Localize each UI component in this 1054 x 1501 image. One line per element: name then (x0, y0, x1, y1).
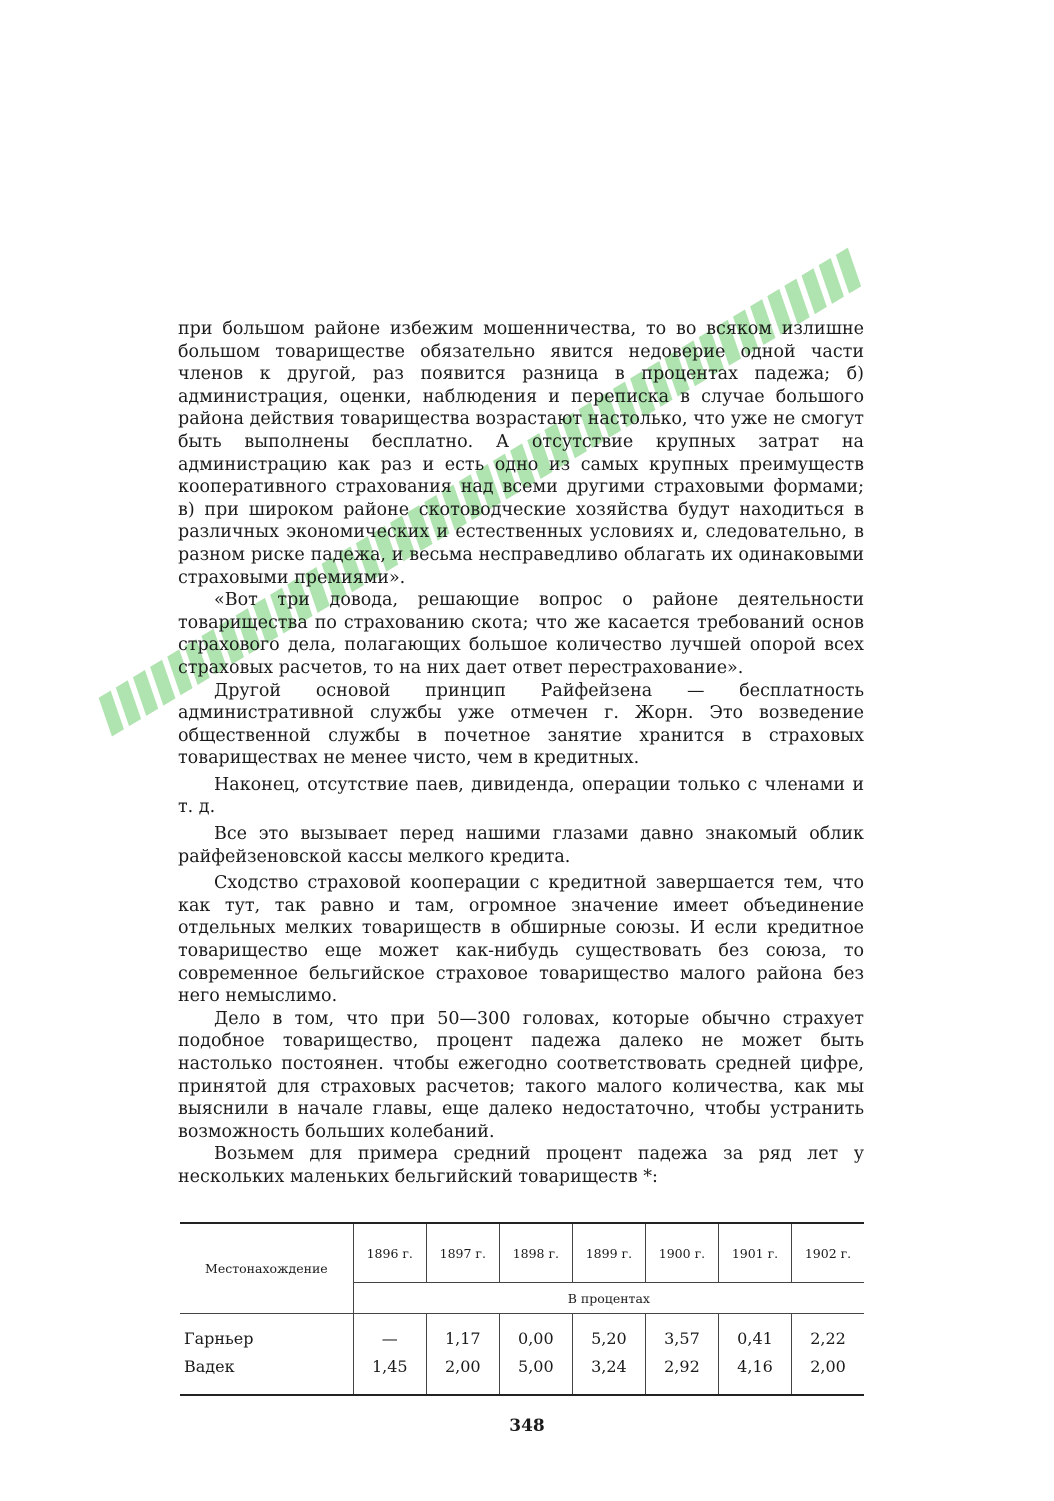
table-cell: 3,24 (572, 1352, 645, 1395)
paragraph: Наконец, отсутствие паев, дивиденда, операции только с членами и т. д. (178, 774, 864, 818)
table-row (180, 1352, 864, 1395)
table-cell: 2,00 (792, 1352, 864, 1395)
year-header: 1899 г. (572, 1223, 645, 1283)
table-cell: 2,00 (426, 1352, 499, 1395)
table-cell: 5,20 (572, 1314, 645, 1353)
table-cell: 1,17 (426, 1314, 499, 1353)
year-header: 1902 г. (792, 1223, 864, 1283)
page-number: 348 (509, 1416, 545, 1436)
paragraph: при большом районе избежим мошенничества, то во всяком излишне большом товариществе обязательно явится недоверие одной части членов к другой, раз появится разница в процентах падежа; б) администрация, оценки, наблюдения и переписка в случае большого района действия товарищества возрастают настолько, что уже не смогут быть выполнены бесплатно. А отсутствие крупных затрат на администрацию как раз и есть одно из самых крупных преимуществ кооперативного страхования над всеми другими страховыми формами; в) при широком районе скотоводческие хозяйства будут находиться в различных экономических и естественных условиях и, следовательно, в разном риске падежа, и весьма несправедливо облагать их одинаковыми страховыми премиями». (178, 319, 864, 588)
year-header: 1897 г. (426, 1223, 499, 1283)
mortality-table (180, 1222, 864, 1396)
row-name: Вадек (180, 1352, 353, 1395)
unit-label: В процентах (353, 1283, 864, 1314)
table-cell: 4,16 (718, 1352, 791, 1395)
table-cell: 2,92 (645, 1352, 718, 1395)
paragraph: Другой основой принцип Райфейзена — бесплатность административной службы уже отмечен г. Жорн. Это возведение общественной службы в почетное занятие хранится в страховых товариществах не менее чисто, чем в кредитных. (178, 680, 864, 769)
table-cell: 5,00 (499, 1352, 572, 1395)
table-cell: 0,41 (718, 1314, 791, 1353)
paragraph: Сходство страховой кооперации с кредитной завершается тем, что как тут, так равно и там, огромное значение имеет объединение отдельных мелких товариществ в обширные союзы. И если кредитное товарищество еще может как-нибудь существовать без союза, то современное бельгийское страховое товарищество малого района без него немыслимо. (178, 873, 864, 1007)
body-text (178, 318, 864, 1189)
paragraph: «Вот три довода, решающие вопрос о районе деятельности товарищества по страхованию скота; что же касается требований основ страхового дела, полагающих большое количество лучшей опорой всех страховых расчетов, то на них дает ответ перестрахование». (178, 590, 864, 678)
table-cell: — (353, 1314, 426, 1353)
year-header: 1900 г. (645, 1223, 718, 1283)
year-header: 1898 г. (499, 1223, 572, 1283)
table-cell: 0,00 (499, 1314, 572, 1353)
table-cell: 2,22 (792, 1314, 864, 1353)
year-header: 1901 г. (718, 1223, 791, 1283)
location-header: Местонахождение (180, 1223, 353, 1314)
paragraph: Дело в том, что при 50—300 головах, которые обычно страхует подобное товарищество, процент падежа далеко не может быть настолько постоянен. чтобы ежегодно соответствовать средней цифре, принятой для страховых расчетов; такого малого количества, как мы выяснили в начале главы, еще далеко недостаточно, чтобы устранить возможность больших колебаний. (178, 1008, 864, 1142)
table-row (180, 1314, 864, 1353)
table-cell: 1,45 (353, 1352, 426, 1395)
table-cell: 3,57 (645, 1314, 718, 1353)
year-header: 1896 г. (353, 1223, 426, 1283)
paragraph: Возьмем для примера средний процент падежа за ряд лет у нескольких маленьких бельгийский товариществ *: (178, 1144, 864, 1187)
paragraph: Все это вызывает перед нашими глазами давно знакомый облик райфейзеновской кассы мелкого кредита. (178, 824, 864, 867)
row-name: Гарньер (184, 1328, 254, 1348)
